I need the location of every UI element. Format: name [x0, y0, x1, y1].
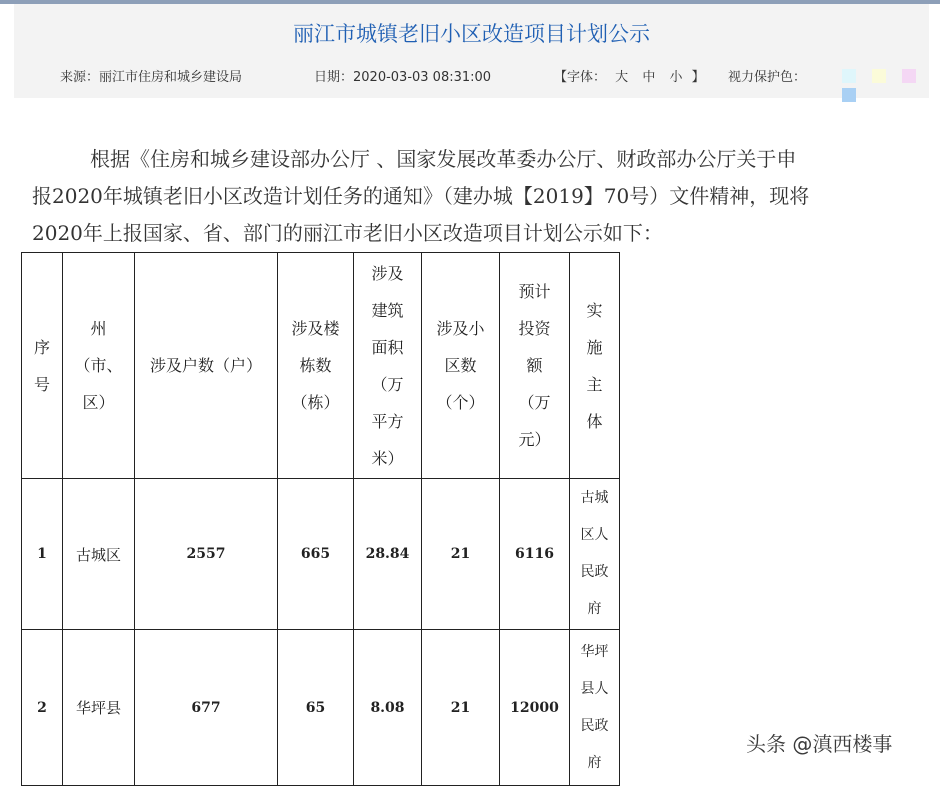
entity-line: 华坪 [580, 643, 609, 660]
cell-floor-area: 28.84 [354, 479, 422, 630]
table-header-row [22, 253, 620, 479]
column-header-line: 州 [90, 319, 107, 338]
column-header-line: 施 [586, 337, 603, 357]
column-header-line: 涉及 [371, 263, 404, 283]
entity-line: 民政 [580, 717, 609, 734]
font-size-label: 【字体： [554, 70, 607, 85]
cell-area: 华坪县 [63, 630, 135, 786]
cell-no: 2 [22, 630, 63, 786]
color-swatch-pink[interactable] [902, 69, 916, 83]
column-header-line: 区） [82, 393, 115, 412]
column-header [354, 253, 422, 479]
column-header-line: 涉及户数（户） [149, 356, 262, 375]
source-label: 来源：丽江市住房和城乡建设局 [60, 70, 243, 85]
cell-entity [570, 630, 620, 786]
paragraph-line-1: 根据《住房和城乡建设部办公厅 、国家发展改革委办公厅、财政部办公厅关于申 [90, 147, 797, 171]
column-header-line: 序 [33, 337, 50, 357]
column-header-line: 平方 [371, 411, 404, 431]
column-header-line: 栋数 [299, 356, 332, 375]
project-table [21, 252, 620, 786]
cell-households: 2557 [135, 479, 278, 630]
entity-line: 府 [587, 601, 602, 617]
column-header-line: 预计 [518, 282, 551, 301]
eye-protection-swatches [842, 69, 929, 107]
cell-communities: 21 [422, 630, 500, 786]
entity-line: 府 [587, 754, 602, 771]
font-size-bracket: 】 [691, 70, 705, 85]
page-title: 丽江市城镇老旧小区改造项目计划公示 [293, 22, 650, 46]
paragraph-line-2: 报2020年城镇老旧小区改造计划任务的通知》（建办城【2019】70号）文件精神，现将 [32, 184, 810, 208]
column-header-line: （万 [518, 393, 551, 412]
intro-paragraph [32, 141, 932, 252]
color-swatch-cyan[interactable] [842, 69, 856, 83]
eye-protection-label: 视力保护色： [728, 70, 807, 85]
column-header [500, 253, 570, 479]
column-header-line: 涉及楼 [291, 319, 340, 338]
font-size-control [554, 66, 705, 85]
font-size-small-link[interactable]: 小 [669, 70, 683, 85]
cell-buildings: 665 [278, 479, 354, 630]
column-header-line: 体 [586, 411, 603, 431]
cell-no: 1 [22, 479, 63, 630]
entity-line: 古城 [580, 490, 609, 506]
column-header-line: 元） [518, 430, 551, 449]
column-header-line: （栋） [291, 393, 340, 412]
column-header [570, 253, 620, 479]
column-header [422, 253, 500, 479]
font-size-medium-link[interactable]: 中 [642, 70, 656, 85]
column-header-line: 号 [33, 374, 50, 394]
column-header [135, 253, 278, 479]
column-header [63, 253, 135, 479]
paragraph-line-3: 2020年上报国家、省、部门的丽江市老旧小区改造项目计划公示如下： [32, 221, 663, 245]
color-swatch-yellow[interactable] [872, 69, 886, 83]
column-header-line: 额 [526, 356, 543, 375]
column-header [278, 253, 354, 479]
column-header-line: 区数 [444, 356, 477, 375]
article-header [14, 4, 929, 98]
color-swatch-blue[interactable] [842, 88, 856, 102]
cell-area: 古城区 [63, 479, 135, 630]
column-header-line: （市、 [74, 356, 123, 375]
column-header-line: 米） [371, 448, 404, 468]
entity-line: 民政 [580, 564, 609, 580]
column-header-line: （万 [371, 374, 404, 394]
entity-line: 区人 [580, 527, 609, 543]
cell-floor-area: 8.08 [354, 630, 422, 786]
column-header-line: 投资 [518, 319, 551, 338]
cell-entity [570, 479, 620, 630]
cell-investment: 12000 [500, 630, 570, 786]
cell-communities: 21 [422, 479, 500, 630]
cell-investment: 6116 [500, 479, 570, 630]
column-header-line: 主 [586, 374, 603, 394]
publish-date: 日期：2020-03-03 08:31:00 [314, 70, 492, 85]
entity-line: 县人 [580, 680, 609, 697]
column-header-line: 建筑 [371, 300, 404, 320]
cell-households: 677 [135, 630, 278, 786]
column-header [22, 253, 63, 479]
column-header-line: （个） [436, 393, 485, 412]
source-watermark: 头条 @滇西楼事 [746, 732, 893, 756]
column-header-line: 涉及小 [436, 319, 485, 338]
column-header-line: 实 [586, 300, 603, 320]
font-size-large-link[interactable]: 大 [615, 70, 629, 85]
table-row [22, 630, 620, 786]
column-header-line: 面积 [371, 337, 404, 357]
cell-buildings: 65 [278, 630, 354, 786]
table-row [22, 479, 620, 630]
